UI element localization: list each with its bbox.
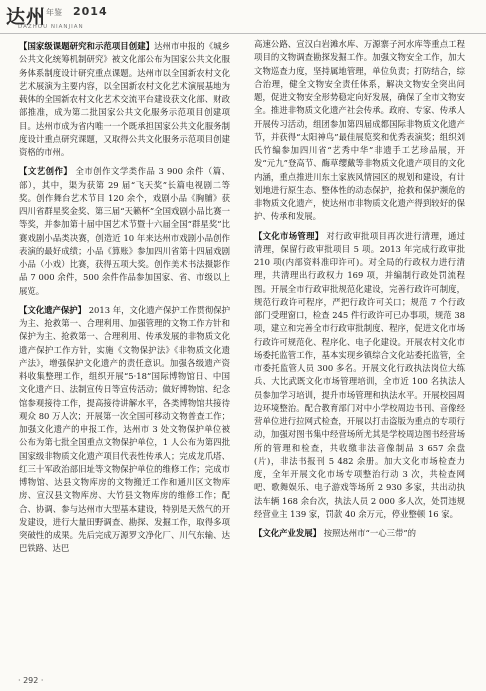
paragraph-heritage-protection [19,304,230,556]
section-heading-industry-development: 【文化产业发展】 [254,528,321,538]
page-header [0,0,486,34]
paragraph-industry-development [254,527,465,540]
section-heading-national-project: 【国家级课题研究和示范项目创建】 [19,41,155,51]
yearbook-logo-english: DAZHOU NIANJIAN [18,24,84,30]
paragraph-market-management [254,230,465,522]
section-heading-market-management: 【文化市场管理】 [254,230,324,241]
paragraph-text: 高速公路、宣汉白岩滩水库、万源寨子河水库等重点工程项目的文物调查勘探发掘工作。加强文物安全工作，加大文物巡查力度，坚持属地管理，单位负责；打防结合，综合治理，健全文物安全责任体系，解决文物安全突出问题，促进文物安全形势稳定向好发展，确保了全市文物安全。推进非物质文化遗产社会传承。政府、专家、传承人开展传习活动，组团参加第四届成都国际非物质文化遗产节，并获得“太阳神鸟”最佳展览奖和优秀表演奖；组织刘氏竹编参加四川省“艺秀中华”非遗手工艺珍品展，开发“元九”登高节、酶草缨戴等非物质文化遗产项目的文化内涵，重点推进川东土家族风情园区的规划和建设，有计划地进行原生态、整体性的动态保护，抢救和保护濒危的非物质文化遗产，使达州市非物质文化遗产得到较好的保护、传承和发展。 [254,39,465,222]
right-column [254,38,465,546]
header-divider [0,33,486,34]
paragraph-literary-creation [19,165,230,298]
section-heading-literary-creation: 【文艺创作】 [19,166,73,177]
paragraph-text: 达州市申报的《城乡公共文化统筹机制研究》被文化部公布为国家公共文化服务体系制度设计研究重点课题。达州市以全国新农村文化艺术展演为主要内容，以全国新农村文化艺术演展基地为载体的全国新农村文化艺术交流平台建设获文化部、财政部推准，成为第二批国家公共文化服务示范项目创建项目。达州市成为省内唯一一个既承担国家公共文化服务制度设计重点研究课题，又取得公共文化服务示范项目创建资格的市州。 [19,41,231,157]
yearbook-logo-subtitle: 年鉴 [46,8,62,17]
yearbook-logo-title: 达州 [6,6,47,28]
paragraph-heritage-continued [254,38,465,224]
paragraph-text: 对行政审批项目再次进行清理，通过清理，保留行政审批项目 5 项。2013 年完成行政审批 210 项(内部资料准印许可)。对全局的行政权力进行清理，共清理出行政权力 169 项，并编制行政处罚流程图。开展全市行政审批规范化建设，完善行政许可制度，规范行政许可程序，严把行政许可关口；规范 7 个行政部门受理窗口，检查 245 件行政许可已办事项，规范 38 项，建立和完善全市行政审批制度、程序，促进文化市场行政许可规范化、程序化、电子化建设。开展农村文化市场委托监管工作，基本实现乡镇综合文化站委托监管，全市委托监管人员 300 多名。开展文化行政执法岗位大练兵、大比武既文化市场管理培训，全市近 100 名执法人员参加学习培训，提升市场管理和执法水平。开展校园周边环境整治。配合教育部门对中小学校周边书刊、音像经营单位进行拉网式检查，开展以打击盗版为重点的专项行动，加强对图书集中经营场所尤其是学校周边图书经营场所的管理和检查，共收缴非法音像制品 3 657 余盘(片)，非法书报刊 5 482 余册。加大文化市场检查力度，全年开展文化市场专项整治行动 3 次，共检查网吧、歌舞娱乐、电子游戏等场所 2 930 多家，共出动执法车辆 168 余台次，执法人员 2 000 多人次，处罚违规经营业主 139 家，罚款 40 余万元，停业整顿 16 家。 [254,230,466,519]
paragraph-text: 全市创作文学类作品 3 900 余件（篇、部），其中，渠为获第 29 届“飞天奖”长篇电视剧二等奖。创作舞台艺术节目 120 余个，戏剧小品《胸脯》获四川省群星奖金奖、第三届“天籁杯”全国戏剧小品比赛一等奖，并参加第十届中国艺术节暨十六届全国“群星奖”比赛戏剧小品类决赛，创造近 10 年来达州市戏剧小品创作表演的最好成绩；小品《算账》参加四川省第十四届戏剧小品（小戏）比赛，获得五项大奖。创作美术书法摄影作品 7 000 余件，500 余件作品参加国家、省、市级以上展览。 [19,166,230,296]
yearbook-logo-year: 2014 [73,5,108,18]
paragraph-national-project [19,40,230,159]
left-column [19,40,230,562]
paragraph-text: 2013 年，文化遗产保护工作贯彻保护为主、抢救第一、合理利用、加强管理的文物工作方针和保护为主、抢救第一、合理利用、传承发展的非物质文化遗产保护工作方针，实施《文物保护法》《非物质文化遗产法》，增强保护文化遗产的责任意识。加强各级遗产资料收集整理工作，组织开展“5·18”国际博物馆日、中国文化遗产日、法制宣传日等宣传活动；做好博物馆、纪念馆参观接待工作，提高接待讲解水平，各类博物馆共接待观众 80 万人次；开展第一次全国可移动文物普查工作；加强文化遗产的申报工作，达州市 3 处文物保护单位被公布为第七批全国重点文物保护单位，1 人公布为第四批国家级非物质文化遗产项目代表性传承人；完成龙爪塔、红三十军政治部旧址等文物保护单位的维修工作；完成市博物馆、达县文物库房的文物搬迁工作和通川区文物库房、宣汉县文物库房、大竹县文物库房的维修工作；配合、协调、参与达州市大型基本建设，特别是天然气的开发建设，进行大量田野调查、勘探、发掘工作，取得多项突破性的成果。先后完成万源罗文净化厂、川气东输、达巴铁路、达巴 [19,304,231,554]
section-heading-heritage-protection: 【文化遗产保护】 [19,304,87,315]
page-number: · 292 · [18,676,44,685]
paragraph-text: 按照达州市“一心三带”的 [323,528,416,538]
